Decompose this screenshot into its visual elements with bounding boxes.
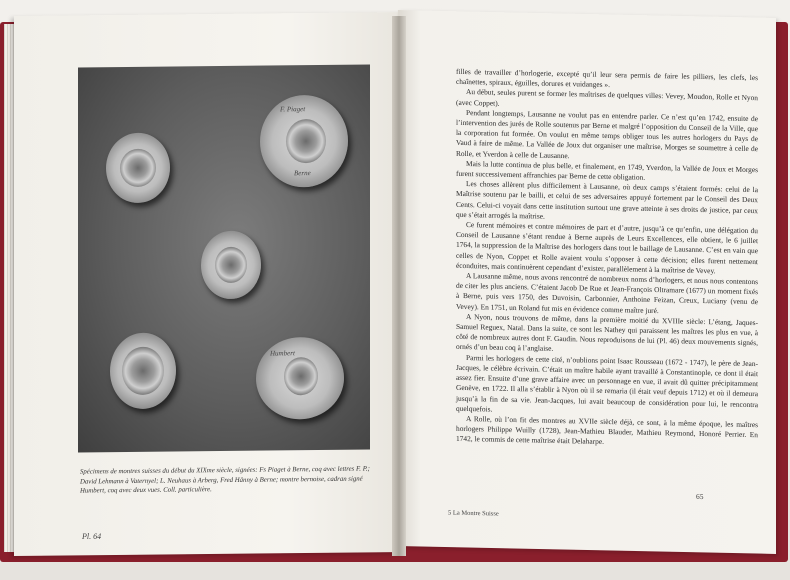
paragraph: A Nyon, nous trouvons de même, dans la première moitié du XVIIIe siècle: L’étang, Jaques-Samuel Reguex, Natal. Dans la suite, ce sont les Nathey qui paraissent les maîtres les plus en vue, à côté de nombreux autres dont F. Gaudin. Nous reproduisons de lui (Pl. 46) deux mouvements signés, ornés d’un beau coq à l’anglaise. bbox=[456, 311, 758, 354]
watch-engraving-berne: Berne bbox=[294, 169, 311, 178]
book-gutter bbox=[392, 16, 406, 556]
watch-engraving-piaget: F. Piaget bbox=[280, 105, 306, 114]
watch-movement-bottom-left bbox=[110, 333, 176, 410]
watch-engraving-humbert: Humbert bbox=[270, 349, 295, 358]
watch-movement-top-right bbox=[260, 95, 348, 188]
paragraph: Pendant longtemps, Lausanne ne voulut pas en entendre parler. Ce n’est qu’en 1742, ensuite de l’intervention des jurés de Rolle soutenus par Berne et malgré l’opposition du Conseil de la Ville, que la corporation fut formée. On voulut en même temps obliger tous les autres horlogers du Pays de Vaud à faire de même. La Vallée de Joux dut organiser une maîtrise, Morges se soumettre à celle de Rolle, et Yverdon à celle de Lausanne. bbox=[456, 107, 758, 160]
paragraph: Parmi les horlogers de cette cité, n’oublions point Isaac Rousseau (1672 - 1747), le père de Jean-Jacques, le célèbre écrivain. C’était un maître habile ayant travaillé à Constantinople, ce dont il était assez fier. Ensuite d’une grave affaire avec un personnage en vue, il avait dû quitter précipitamment Genève, en 1722. Il alla s’établir à Nyon où il se remaria (il était veuf depuis 1712) et où il demeura jusqu’à la fin de sa vie. Jean-Jacques, lui avait beaucoup de considération pour lui, le rencontra quelquefois. bbox=[456, 352, 758, 414]
paragraph: Ce furent mémoires et contre mémoires de part et d’autre, jusqu’à ce qu’enfin, une délégation du Conseil de Lausanne s’étant rendue à Berne auprès de Leurs Excellences, elle obtient, le 6 juillet 1764, la suppression de la Maîtrise des horlogers dans tout le baillage de Lausanne. C’est en vain que celles de Nyon, Coppet et Rolle avaient voulu s’opposer à cette décision; elles furent nettement éconduites, mais continuèrent cependant d’exister, parallèlement à la maîtrise de Vevey. bbox=[456, 220, 758, 276]
paragraph: Mais la lutte continua de plus belle, et finalement, en 1749, Yverdon, la Vallée de Joux et Morges furent successivement affranchies par Berne de cette obligation. bbox=[456, 158, 758, 182]
body-text bbox=[456, 67, 758, 451]
paragraph: Les choses allèrent plus difficilement à Lausanne, où deux camps s’étaient formés: celui de la Maîtrise soutenu par le bailli, et celui de ses adversaires appuyé fortement par le Conseil des Deux Cents. Celui-ci voyait dans cette institution surtout une grave atteinte à ses droits de justice, par ceux que s’était arrogés la maîtrise. bbox=[456, 179, 758, 221]
paragraph: Au début, seules purent se former les maîtrises de quelques villes: Vevey, Moudon, Rolle et Nyon (avec Coppet). bbox=[456, 87, 758, 108]
photo-plate bbox=[78, 64, 370, 452]
plate-number: Pl. 64 bbox=[82, 532, 102, 541]
paragraph: A Rolle, où l’on fit des montres au XVIIe siècle déjà, ce sont, à la même époque, les maîtres horlogers Philippe Wuilly (1728), Jean-Mathieu Blauder, Mathieu Reymond, Honoré Perrier. En 1742, le commis de cette maîtrise était Delaharpe. bbox=[456, 413, 758, 447]
paragraph: filles de travailler d’horlogerie, excepté qu’il leur sera permis de faire les pilliers, les clefs, les chaînettes, spiraux, éguilles, dorures et vuidanges ». bbox=[456, 66, 758, 90]
paragraph: A Lausanne même, nous avons rencontré de nombreux noms d’horlogers, et nous nous contentons de citer les plus anciens. C’étaient Jacob De Rue et Jean-François Oltramare (1677) un moment fixés à Berne, puis vers 1750, des Duvoisin, Carbonnier, Anthoine Feizan, Creux, Luciany (venu de Vevey). En 1751, un Roland fut mis en évidence comme maître juré. bbox=[456, 271, 758, 315]
watch-movement-bottom-right bbox=[256, 337, 344, 420]
footer-note: 5 La Montre Suisse bbox=[448, 509, 499, 518]
plate-caption: Spécimens de montres suisses du début du XIXme siècle, signées: Fs Piaget à Berne, coq avec lettres F. P.; David Lehmann à Vaternyel; L. Neuhaus à Arberg, Fred Hänny à Berne; montre bernoise, cadran signé Humbert, coq avec deux vues. Coll. particulière. bbox=[80, 465, 370, 495]
page-number: 65 bbox=[696, 491, 704, 502]
watch-movement-center bbox=[201, 231, 261, 300]
watch-movement-top-left bbox=[106, 133, 170, 204]
